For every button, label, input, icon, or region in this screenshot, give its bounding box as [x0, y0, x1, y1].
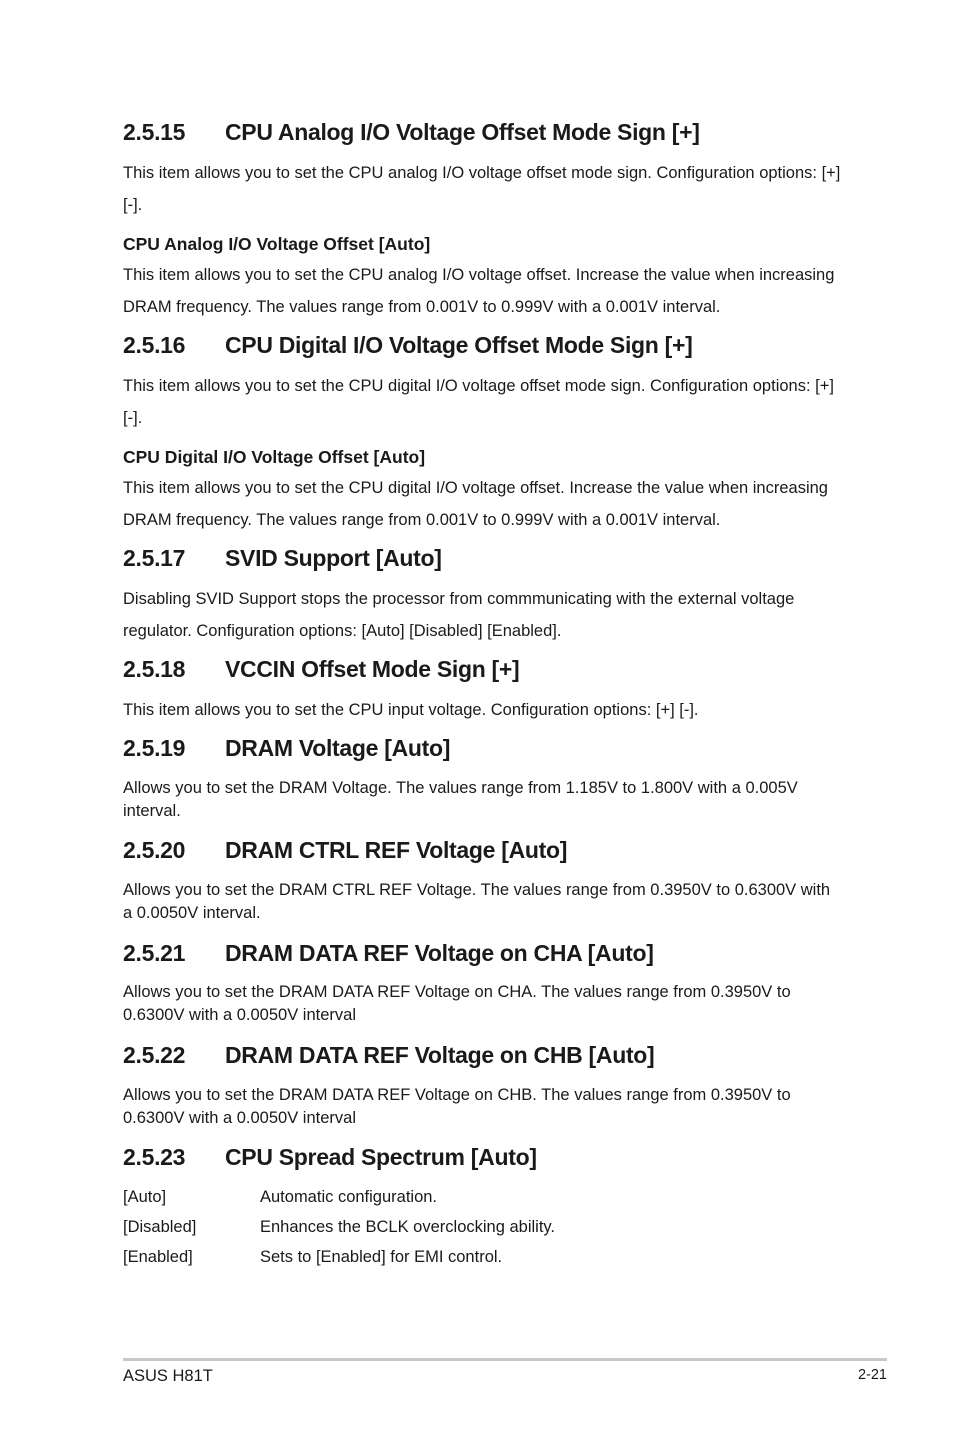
subsection-body: This item allows you to set the CPU analog I/O voltage offset. Increase the value when increasing DRAM frequency. The values range from 0.001V to 0.999V with a 0.001V interval.: [123, 266, 835, 316]
section-heading-2-5-15: 2.5.15 CPU Analog I/O Voltage Offset Mode Sign [+]: [123, 119, 700, 145]
section-body: This item allows you to set the CPU analog I/O voltage offset mode sign. Configuration options: [+] [-].: [123, 164, 841, 214]
section-body: Allows you to set the DRAM CTRL REF Voltage. The values range from 0.3950V to 0.6300V with a 0.0050V interval.: [123, 881, 831, 922]
section-body: Allows you to set the DRAM DATA REF Voltage on CHA. The values range from 0.3950V to 0.6300V with a 0.0050V interval: [123, 983, 791, 1024]
option-row-enabled: [Enabled] Sets to [Enabled] for EMI control.: [123, 1248, 503, 1266]
section-heading-2-5-21: 2.5.21 DRAM DATA REF Voltage on CHA [Auto]: [123, 940, 654, 966]
section-heading-2-5-16: 2.5.16 CPU Digital I/O Voltage Offset Mode Sign [+]: [123, 332, 693, 358]
subsection-body: This item allows you to set the CPU digital I/O voltage offset. Increase the value when increasing DRAM frequency. The values range from 0.001V to 0.999V with a 0.001V interval.: [123, 479, 828, 529]
section-body: Disabling SVID Support stops the processor from commmunicating with the external voltage regulator. Configuration options: [Auto] [Disabled] [Enabled].: [123, 590, 795, 640]
section-body: Allows you to set the DRAM Voltage. The values range from 1.185V to 1.800V with a 0.005V interval.: [123, 779, 798, 820]
section-body: Allows you to set the DRAM DATA REF Voltage on CHB. The values range from 0.3950V to 0.6300V with a 0.0050V interval: [123, 1086, 791, 1127]
section-heading-2-5-22: 2.5.22 DRAM DATA REF Voltage on CHB [Auto]: [123, 1042, 655, 1068]
section-heading-2-5-19: 2.5.19 DRAM Voltage [Auto]: [123, 735, 451, 761]
subsection-heading: CPU Digital I/O Voltage Offset [Auto]: [123, 447, 426, 467]
section-heading-2-5-17: 2.5.17 SVID Support [Auto]: [123, 545, 442, 571]
option-row-auto: [Auto] Automatic configuration.: [123, 1188, 438, 1206]
section-heading-2-5-20: 2.5.20 DRAM CTRL REF Voltage [Auto]: [123, 837, 568, 863]
section-body: This item allows you to set the CPU digital I/O voltage offset mode sign. Configuration options: [+] [-].: [123, 377, 834, 427]
footer-page-number: 2-21: [857, 1367, 887, 1383]
section-heading-2-5-18: 2.5.18 VCCIN Offset Mode Sign [+]: [123, 656, 520, 682]
subsection-heading: CPU Analog I/O Voltage Offset [Auto]: [123, 234, 431, 254]
footer-product-name: ASUS H81T: [123, 1367, 213, 1385]
section-body: This item allows you to set the CPU input voltage. Configuration options: [+] [-].: [123, 701, 699, 719]
option-row-disabled: [Disabled] Enhances the BCLK overclocking ability.: [123, 1218, 556, 1236]
footer-divider: [123, 1358, 887, 1361]
section-heading-2-5-23: 2.5.23 CPU Spread Spectrum [Auto]: [123, 1144, 537, 1170]
